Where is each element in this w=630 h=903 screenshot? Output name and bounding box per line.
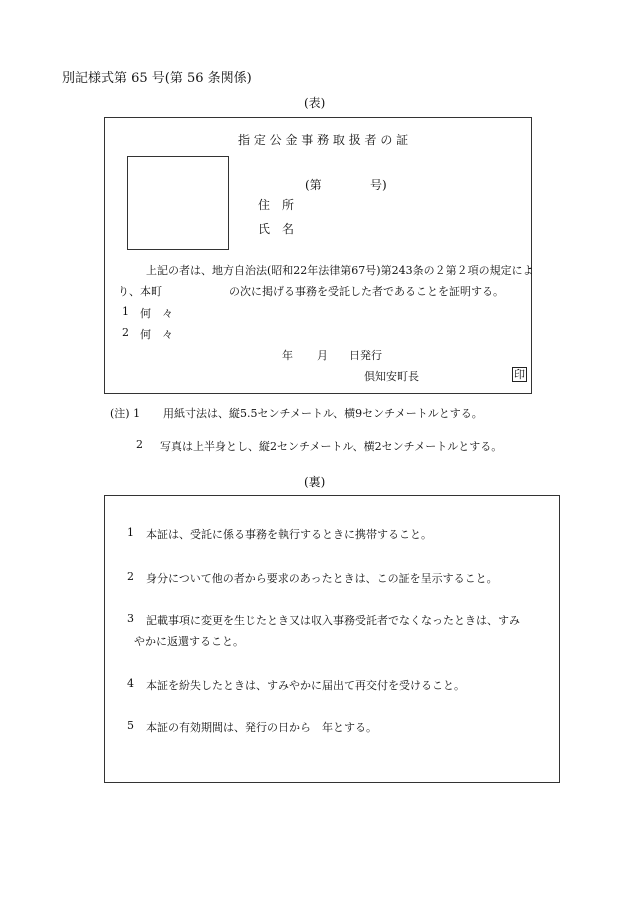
back-item-2-num: 2 bbox=[127, 570, 134, 583]
front-label: (表) bbox=[304, 96, 326, 110]
number-close: 号) bbox=[370, 178, 387, 192]
note-1-prefix: (注) 1 bbox=[110, 407, 141, 420]
note-2-num: 2 bbox=[136, 438, 143, 451]
back-item-5-num: 5 bbox=[127, 719, 134, 732]
back-item-1-text: 本証は、受託に係る事務を執行するときに携帯すること。 bbox=[146, 528, 432, 541]
date-issued: 日発行 bbox=[349, 349, 382, 362]
address-label: 住 所 bbox=[258, 198, 295, 212]
date-year: 年 bbox=[282, 349, 293, 362]
back-item-5-text: 本証の有効期間は、発行の日から 年とする。 bbox=[146, 721, 377, 734]
date-month: 月 bbox=[317, 349, 328, 362]
back-item-3-num: 3 bbox=[127, 612, 134, 625]
body-line-1: 上記の者は、地方自治法(昭和22年法律第67号)第243条の２第２項の規定によ bbox=[146, 264, 534, 277]
note-2-text: 写真は上半身とし、縦2センチメートル、横2センチメートルとする。 bbox=[160, 440, 503, 453]
photo-area bbox=[127, 156, 229, 250]
front-item-1-text: 何 々 bbox=[140, 307, 173, 320]
back-item-3-cont: やかに返還すること。 bbox=[134, 635, 244, 648]
back-item-1-num: 1 bbox=[127, 526, 134, 539]
back-item-4-text: 本証を紛失したときは、すみやかに届出て再交付を受けること。 bbox=[146, 679, 465, 692]
back-item-3-text: 記載事項に変更を生じたとき又は収入事務受託者でなくなったときは、すみ bbox=[146, 614, 520, 627]
body-line-2a: り、本町 bbox=[118, 285, 162, 298]
front-item-2-num: 2 bbox=[122, 326, 129, 339]
name-label: 氏 名 bbox=[258, 222, 295, 236]
back-label: (裏) bbox=[304, 475, 326, 489]
number-open: (第 bbox=[305, 178, 322, 192]
seal-mark: 印 bbox=[514, 368, 525, 381]
body-line-2b: の次に掲げる事務を受託した者であることを証明する。 bbox=[229, 285, 504, 298]
back-item-2-text: 身分について他の者から要求のあったときは、この証を呈示すること。 bbox=[146, 572, 498, 585]
front-item-1-num: 1 bbox=[122, 305, 129, 318]
issuer: 倶知安町長 bbox=[364, 370, 419, 383]
note-1-text: 用紙寸法は、縦5.5センチメートル、横9センチメートルとする。 bbox=[163, 407, 483, 420]
form-title: 別記様式第 65 号(第 56 条関係) bbox=[62, 71, 252, 86]
back-item-4-num: 4 bbox=[127, 677, 134, 690]
front-item-2-text: 何 々 bbox=[140, 328, 173, 341]
card-title: 指 定 公 金 事 務 取 扱 者 の 証 bbox=[238, 133, 409, 147]
